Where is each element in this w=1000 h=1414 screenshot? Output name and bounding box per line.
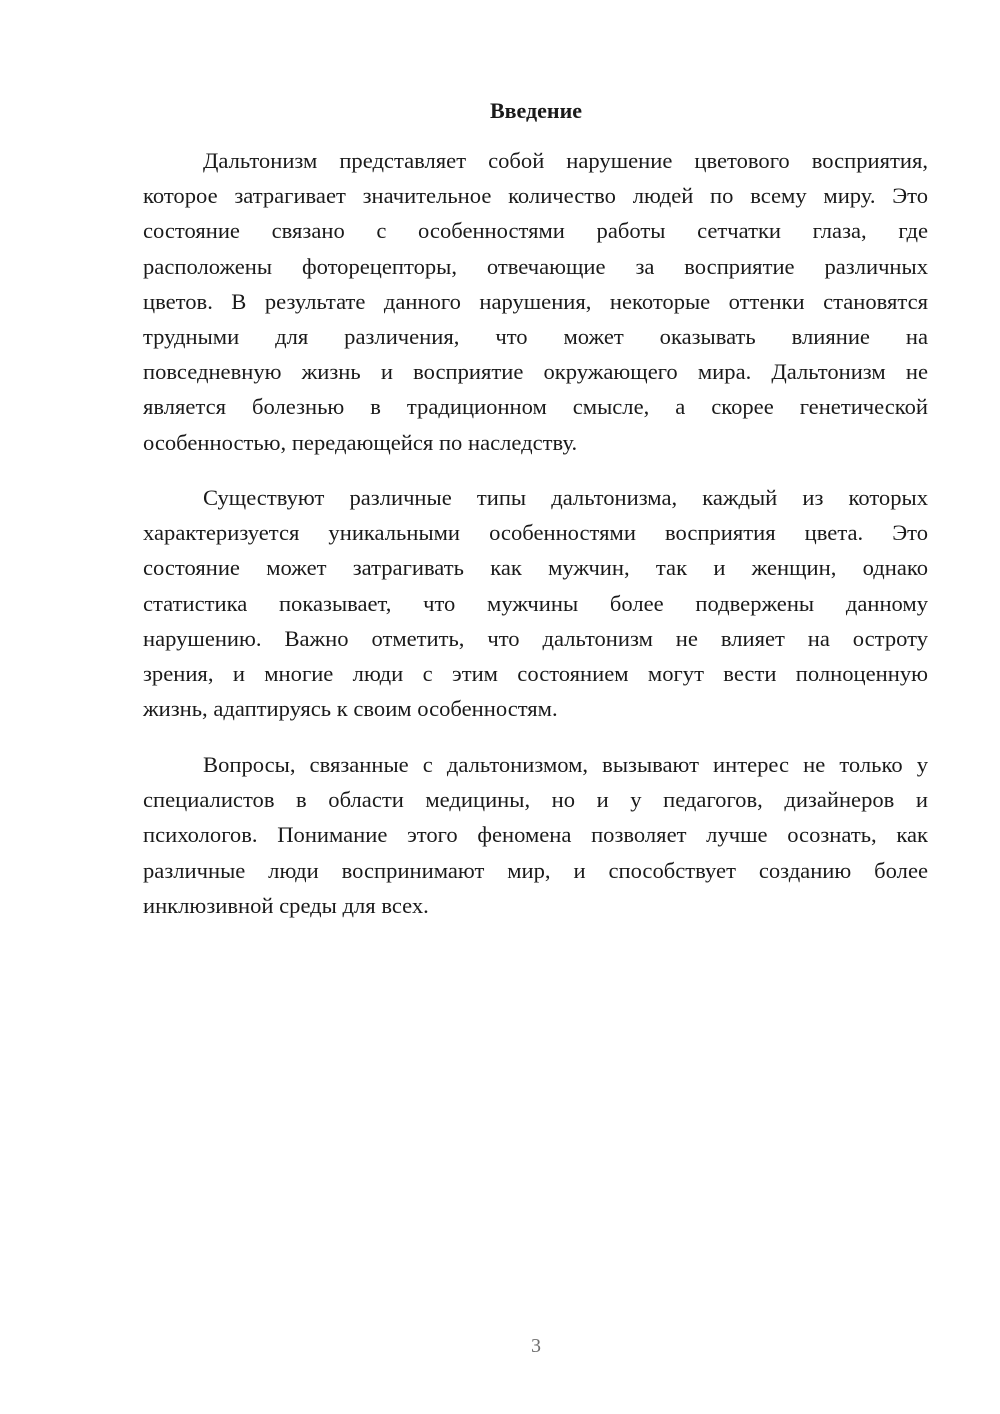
paragraph-1 (143, 143, 928, 460)
paragraph-line: Существуют различные типы дальтонизма, каждый из которых (203, 485, 928, 510)
paragraph-line: состояние связано с особенностями работы сетчатки глаза, где (143, 218, 928, 244)
paragraph-3 (143, 747, 928, 923)
paragraph-line: статистика показывает, что мужчины более подвержены данному (143, 590, 928, 616)
paragraph-line: различные люди воспринимают мир, и способствует созданию более (143, 857, 928, 883)
paragraph-2 (143, 480, 928, 726)
paragraph-line: психологов. Понимание этого феномена позволяет лучше осознать, как (143, 822, 928, 848)
paragraph-line: расположены фоторецепторы, отвечающие за восприятие различных (143, 253, 928, 279)
page-number: 3 (531, 1335, 541, 1357)
paragraph-line: специалистов в области медицины, но и у педагогов, дизайнеров и (143, 787, 928, 813)
paragraph-line: состояние может затрагивать как мужчин, так и женщин, однако (143, 555, 928, 581)
paragraph-line: которое затрагивает значительное количество людей по всему миру. Это (143, 183, 928, 209)
paragraph-line: характеризуется уникальными особенностями восприятия цвета. Это (143, 520, 928, 546)
paragraph-line: цветов. В результате данного нарушения, некоторые оттенки становятся (143, 288, 928, 314)
paragraph-line: Вопросы, связанные с дальтонизмом, вызывают интерес не только у (203, 752, 928, 777)
section-heading: Введение (489, 98, 583, 123)
paragraph-line: является болезнью в традиционном смысле, а скорее генетической (143, 394, 928, 420)
paragraph-line: трудными для различения, что может оказывать влияние на (143, 323, 928, 349)
paragraph-line: нарушению. Важно отметить, что дальтонизм не влияет на остроту (143, 625, 928, 651)
paragraph-line: особенностью, передающейся по наследству. (143, 429, 578, 455)
paragraph-line: жизнь, адаптируясь к своим особенностям. (143, 696, 558, 722)
paragraph-line: зрения, и многие люди с этим состоянием могут вести полноценную (143, 660, 928, 686)
paragraph-line: инклюзивной среды для всех. (143, 892, 429, 918)
paragraph-line: повседневную жизнь и восприятие окружающего мира. Дальтонизм не (143, 359, 928, 385)
paragraph-line: Дальтонизм представляет собой нарушение цветового восприятия, (203, 148, 928, 173)
